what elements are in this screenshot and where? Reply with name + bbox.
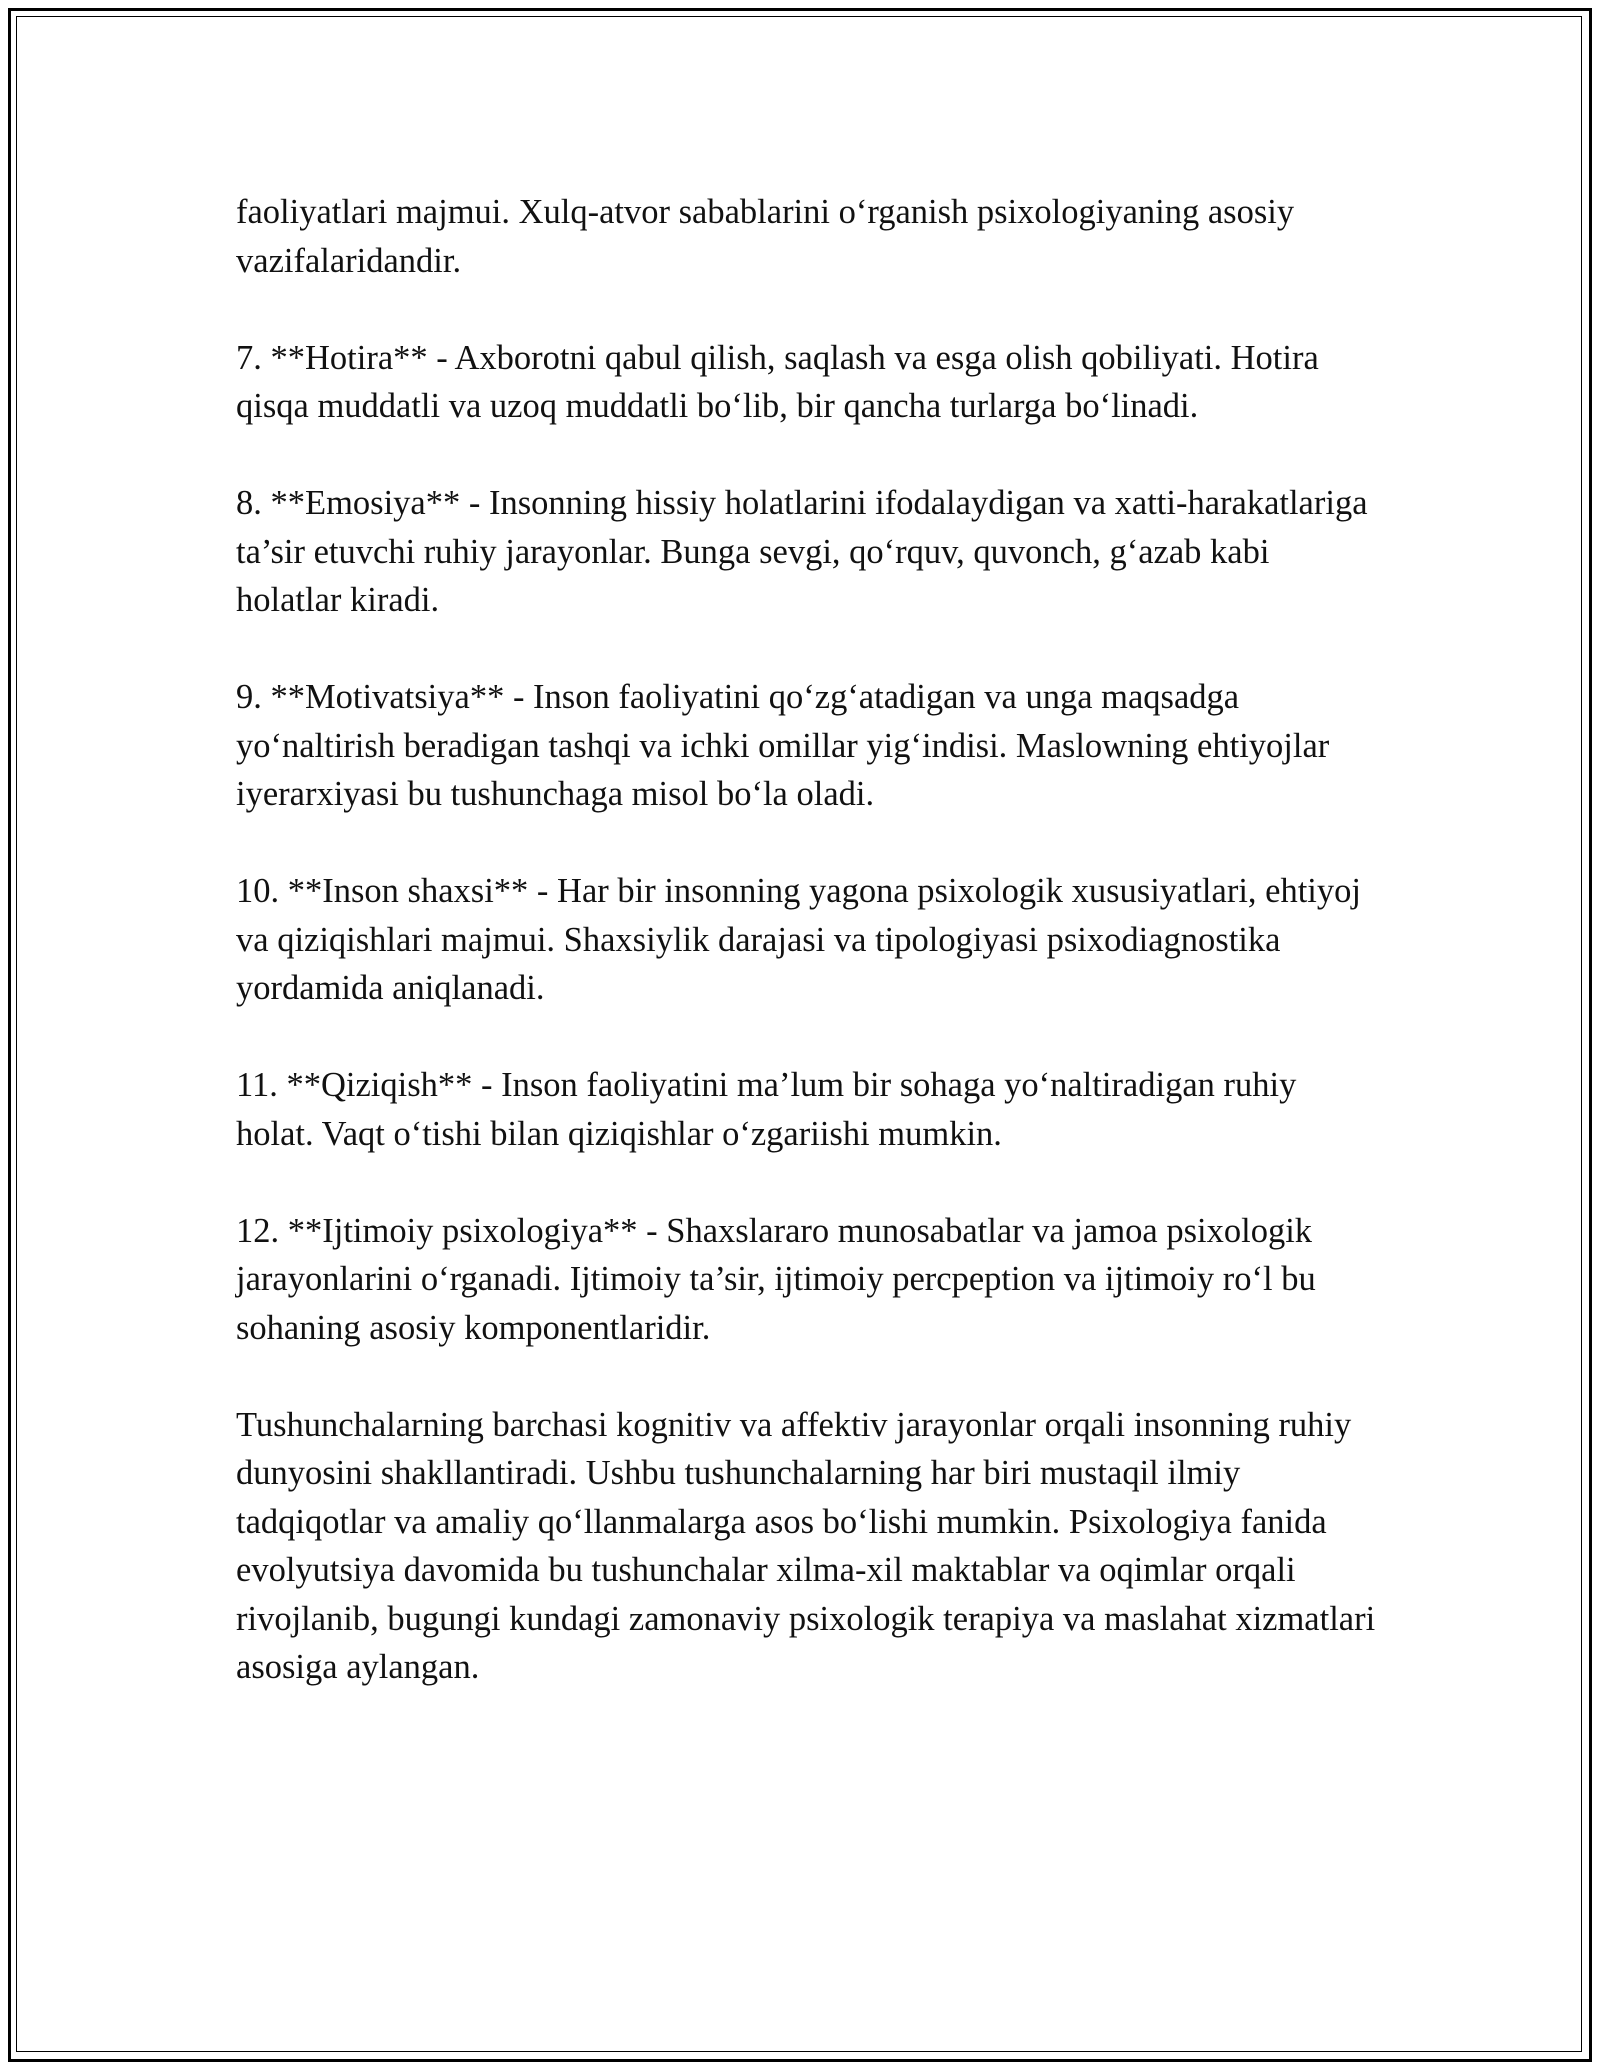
paragraph-conclusion: Tushunchalarning barchasi kognitiv va affektiv jarayonlar orqali insonning ruhiy dunyosini shakllantiradi. Ushbu tushunchalarning har biri mustaqil ilmiy tadqiqotlar va amaliy qo‘llanmalarga asos bo‘lishi mumkin. Psixologiya fanida evolyutsiya davomida bu tushunchalar xilma-xil maktablar va oqimlar orqali rivojlanib, bugungi kundagi zamonaviy psixologik terapiya va maslahat xizmatlari asosiga aylangan. (236, 1405, 1376, 1686)
list-item-ijtimoiy-psixologiya: 12. **Ijtimoiy psixologiya** - Shaxslararo munosabatlar va jamoa psixologik jarayonlarini o‘rganadi. Ijtimoiy ta’sir, ijtimoiy percpeption va ijtimoiy ro‘l bu sohaning asosiy komponentlaridir. (236, 1211, 1316, 1347)
list-item-emosiya: 8. **Emosiya** - Insonning hissiy holatlarini ifodalaydigan va xatti-harakatlariga ta’sir etuvchi ruhiy jarayonlar. Bunga sevgi, qo‘rquv, quvonch, g‘azab kabi holatlar kiradi. (236, 484, 1368, 619)
list-item-motivatsiya: 9. **Motivatsiya** - Inson faoliyatini qo‘zg‘atadigan va unga maqsadga yo‘naltirish beradigan tashqi va ichki omillar yig‘indisi. Maslowning ehtiyojlar iyerarxiyasi bu tushunchaga misol bo‘la oladi. (236, 678, 1330, 813)
list-item-inson-shaxsi: 10. **Inson shaxsi** - Har bir insonning yagona psixologik xususiyatlari, ehtiyoj va qiziqishlari majmui. Shaxsiylik darajasi va tipologiyasi psixodiagnostika yordamida aniqlanadi. (236, 872, 1361, 1007)
list-item-hotira: 7. **Hotira** - Axborotni qabul qilish, saqlash va esga olish qobiliyati. Hotira qisqa muddatli va uzoq muddatli bo‘lib, bir qancha turlarga bo‘linadi. (236, 338, 1319, 425)
document-body (236, 188, 1376, 1740)
paragraph-xulq-atvor-continuation: faoliyatlari majmui. Xulq-atvor sabablarini o‘rganish psixologiyaning asosiy vazifalaridandir. (236, 193, 1295, 280)
list-item-qiziqish: 11. **Qiziqish** - Inson faoliyatini ma’lum bir sohaga yo‘naltiradigan ruhiy holat. Vaqt o‘tishi bilan qiziqishlar o‘zgariishi mumkin. (236, 1066, 1297, 1153)
